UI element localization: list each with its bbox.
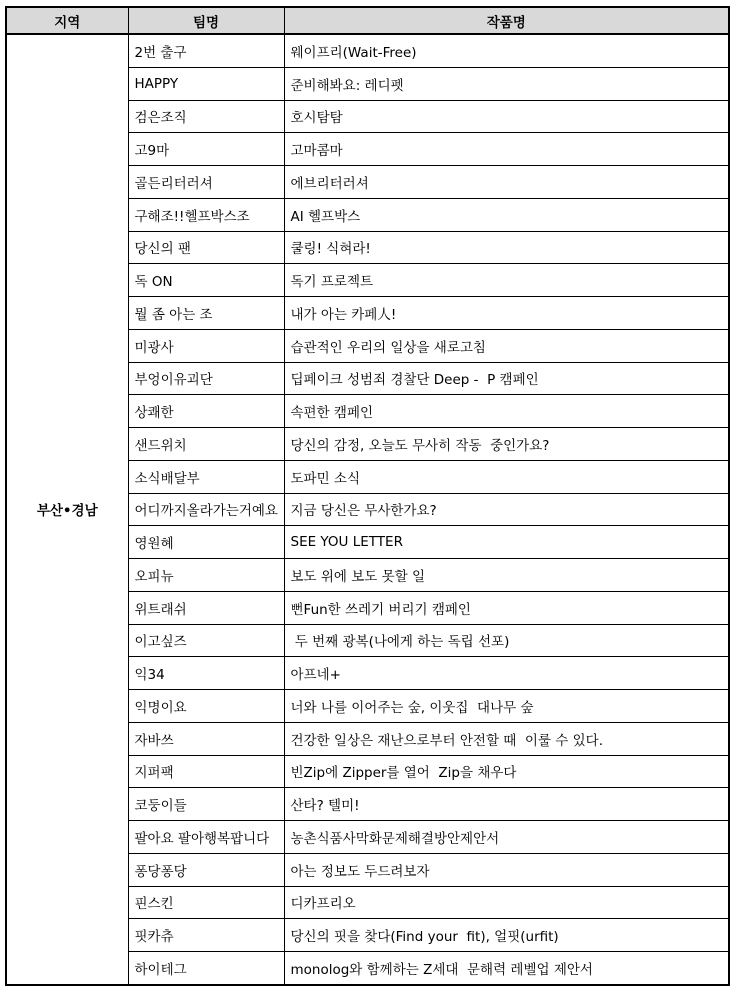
work-title-cell: 아프네+ (284, 657, 729, 690)
team-name-cell: 독 ON (128, 264, 284, 297)
team-name-cell: 익명이요 (128, 690, 284, 723)
team-name-cell: 소식배달부 (128, 460, 284, 493)
team-name-cell: 자바쓰 (128, 722, 284, 755)
work-title-cell: 독기 프로젝트 (284, 264, 729, 297)
header-region: 지역 (6, 7, 128, 34)
work-title-cell: 호시탐탐 (284, 100, 729, 133)
work-title-cell: 쿨링! 식혀라! (284, 231, 729, 264)
work-title-cell: 습관적인 우리의 일상을 새로고침 (284, 329, 729, 362)
work-title-cell: 두 번째 광복(나에게 하는 독립 선포) (284, 624, 729, 657)
work-title-cell: 건강한 일상은 재난으로부터 안전할 때 이룰 수 있다. (284, 722, 729, 755)
work-title-cell: 내가 아는 카페人! (284, 297, 729, 330)
team-name-cell: HAPPY (128, 67, 284, 100)
work-title-cell: 에브리터러셔 (284, 166, 729, 199)
team-name-cell: 골든리터러셔 (128, 166, 284, 199)
work-title-cell: 농촌식품사막화문제해결방안제안서 (284, 821, 729, 854)
region-cell: 부산•경남 (6, 34, 128, 985)
team-name-cell: 이고싶즈 (128, 624, 284, 657)
work-title-cell: 딥페이크 성범죄 경찰단 Deep - P 캠페인 (284, 362, 729, 395)
work-title-cell: 당신의 감정, 오늘도 무사히 작동 중인가요? (284, 428, 729, 461)
team-name-cell: 지퍼팩 (128, 755, 284, 788)
work-title-cell: 보도 위에 보도 못할 일 (284, 559, 729, 592)
work-title-cell: 속편한 캠페인 (284, 395, 729, 428)
work-title-cell: 디카프리오 (284, 886, 729, 919)
work-title-cell: monolog와 함께하는 Z세대 문해력 레벨업 제안서 (284, 952, 729, 985)
team-name-cell: 위트래쉬 (128, 591, 284, 624)
team-name-cell: 상쾌한 (128, 395, 284, 428)
team-name-cell: 퐁당퐁당 (128, 853, 284, 886)
team-name-cell: 핀스킨 (128, 886, 284, 919)
header-work: 작품명 (284, 7, 729, 34)
table-row (6, 34, 729, 67)
team-name-cell: 오피뉴 (128, 559, 284, 592)
work-title-cell: 아는 정보도 두드려보자 (284, 853, 729, 886)
work-title-cell: 뻔Fun한 쓰레기 버리기 캠페인 (284, 591, 729, 624)
team-name-cell: 뭘 좀 아는 조 (128, 297, 284, 330)
team-table (5, 6, 730, 986)
work-title-cell: 빈Zip에 Zipper를 열어 Zip을 채우다 (284, 755, 729, 788)
team-name-cell: 코둥이들 (128, 788, 284, 821)
team-name-cell: 어디까지올라가는거예요 (128, 493, 284, 526)
team-name-cell: 샌드위치 (128, 428, 284, 461)
team-name-cell: 검은조직 (128, 100, 284, 133)
team-name-cell: 구해조!!헬프박스조 (128, 198, 284, 231)
team-name-cell: 핏카츄 (128, 919, 284, 952)
work-title-cell: SEE YOU LETTER (284, 526, 729, 559)
work-title-cell: 준비해봐요: 레디펫 (284, 67, 729, 100)
work-title-cell: 산타? 텔미! (284, 788, 729, 821)
team-name-cell: 영원혜 (128, 526, 284, 559)
work-title-cell: 웨이프리(Wait-Free) (284, 34, 729, 67)
work-title-cell: 너와 나를 이어주는 숲, 이웃집 대나무 숲 (284, 690, 729, 723)
team-name-cell: 팔아요 팔아행복팝니다 (128, 821, 284, 854)
work-title-cell: 고마콤마 (284, 133, 729, 166)
team-name-cell: 당신의 팬 (128, 231, 284, 264)
header-row (6, 7, 729, 34)
team-name-cell: 고9마 (128, 133, 284, 166)
team-name-cell: 2번 출구 (128, 34, 284, 67)
team-name-cell: 미광사 (128, 329, 284, 362)
table-body (6, 34, 729, 985)
team-name-cell: 하이테그 (128, 952, 284, 985)
work-title-cell: 당신의 핏을 찾다(Find your fit), 얼핏(urfit) (284, 919, 729, 952)
work-title-cell: 도파민 소식 (284, 460, 729, 493)
team-name-cell: 부엉이유괴단 (128, 362, 284, 395)
work-title-cell: AI 헬프박스 (284, 198, 729, 231)
team-name-cell: 익34 (128, 657, 284, 690)
work-title-cell: 지금 당신은 무사한가요? (284, 493, 729, 526)
header-team: 팀명 (128, 7, 284, 34)
